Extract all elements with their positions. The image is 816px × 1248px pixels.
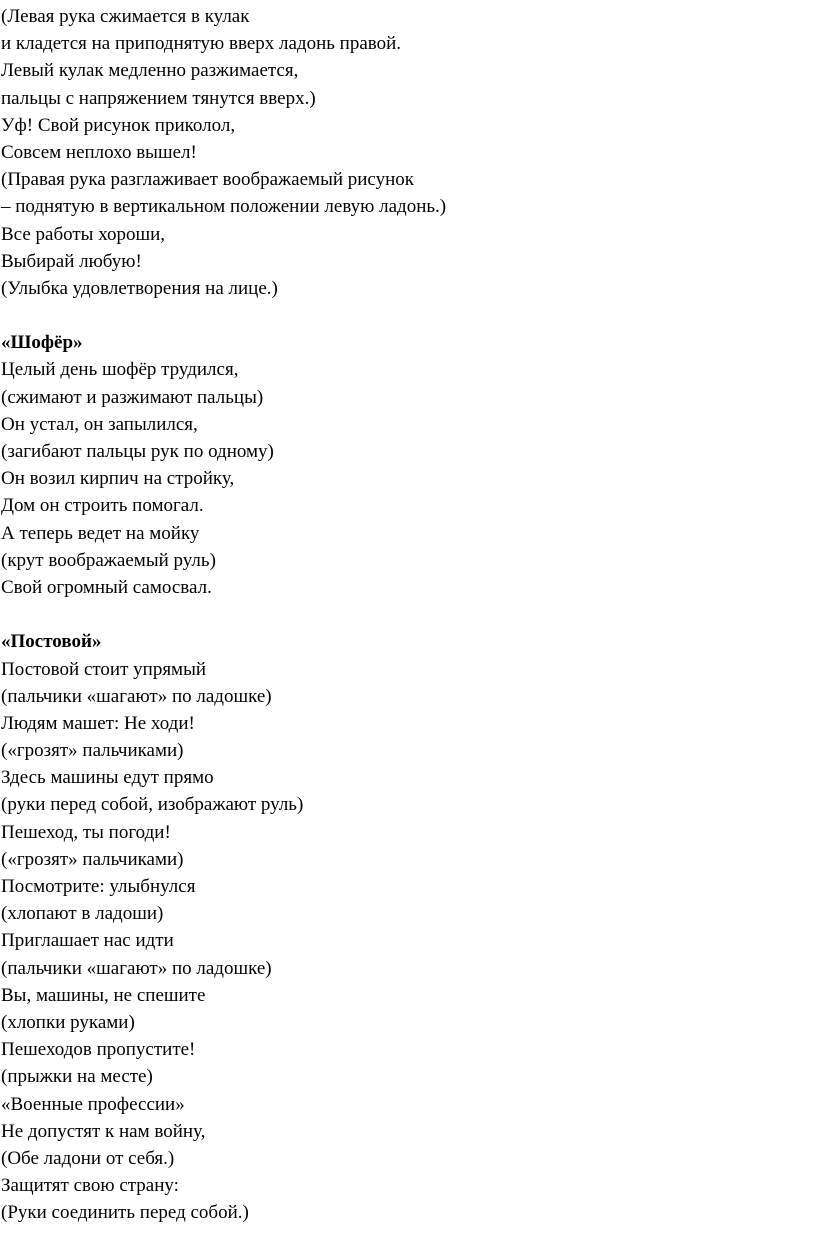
text-line: Постовой стоит упрямый (1, 658, 207, 680)
postovoy-section (1, 628, 811, 1226)
text-line: (прыжки на месте) (1, 1066, 153, 1088)
text-line: А теперь ведет на мойку (1, 522, 200, 544)
text-line: (Левая рука сжимается в кулак (1, 6, 250, 27)
text-line: (Правая рука разглаживает воображаемый рисунок (1, 169, 415, 191)
text-line: Здесь машины едут прямо (1, 767, 214, 789)
text-line: пальцы с напряжением тянутся вверх.) (1, 87, 316, 109)
section-title-shofer: «Шофёр» (1, 332, 83, 354)
text-line: Людям машет: Не ходи! (1, 712, 195, 734)
text-line: «Военные профессии» (1, 1093, 185, 1115)
text-line: Пешеходов пропустите! (1, 1039, 196, 1061)
text-line: (Руки соединить перед собой.) (1, 1202, 249, 1224)
text-line: Все работы хороши, (1, 223, 166, 245)
section-title-postovoy: «Постовой» (1, 631, 102, 653)
text-line: Дом он строить помогал. (1, 495, 204, 517)
text-line: Не допустят к нам войну, (1, 1120, 206, 1142)
text-line: Свой огромный самосвал. (1, 576, 212, 598)
text-line: Он устал, он запылился, (1, 413, 198, 435)
text-line: Защитят свою страну: (1, 1175, 179, 1197)
text-line: Он возил кирпич на стройку, (1, 468, 235, 490)
text-line: (загибают пальцы рук по одному) (1, 441, 274, 462)
paragraph-spacer (1, 302, 811, 329)
shofer-section (1, 329, 811, 601)
text-line: – поднятую в вертикальном положении левую ладонь.) (1, 196, 447, 218)
text-line: (крут воображаемый руль) (1, 549, 216, 571)
text-line: («грозят» пальчиками) (1, 740, 184, 762)
text-line: Выбирай любую! (1, 250, 142, 272)
text-line: Приглашает нас идти (1, 930, 174, 952)
paragraph-spacer (1, 601, 811, 628)
text-line: (Улыбка удовлетворения на лице.) (1, 277, 278, 299)
text-line: (хлопки руками) (1, 1011, 135, 1033)
text-line: Пешеход, ты погоди! (1, 821, 171, 843)
text-line: («грозят» пальчиками) (1, 848, 184, 870)
text-line: (Обе ладони от себя.) (1, 1147, 175, 1169)
text-line: Вы, машины, не спешите (1, 984, 206, 1006)
text-line: Совсем неплохо вышел! (1, 141, 197, 163)
text-line: (пальчики «шагают» по ладошке) (1, 685, 272, 707)
text-line: Уф! Свой рисунок приколол, (1, 114, 236, 136)
text-line: (хлопают в ладоши) (1, 903, 164, 925)
text-line: Левый кулак медленно разжимается, (1, 60, 299, 82)
text-line: (пальчики «шагают» по ладошке) (1, 957, 272, 979)
text-line: (руки перед собой, изображают руль) (1, 794, 304, 816)
text-line: и кладется на приподнятую вверх ладонь правой. (1, 33, 402, 55)
intro-section (1, 3, 811, 302)
text-line: (сжимают и разжимают пальцы) (1, 386, 264, 408)
text-line: Посмотрите: улыбнулся (1, 876, 196, 897)
text-line: Целый день шофёр трудился, (1, 359, 239, 381)
